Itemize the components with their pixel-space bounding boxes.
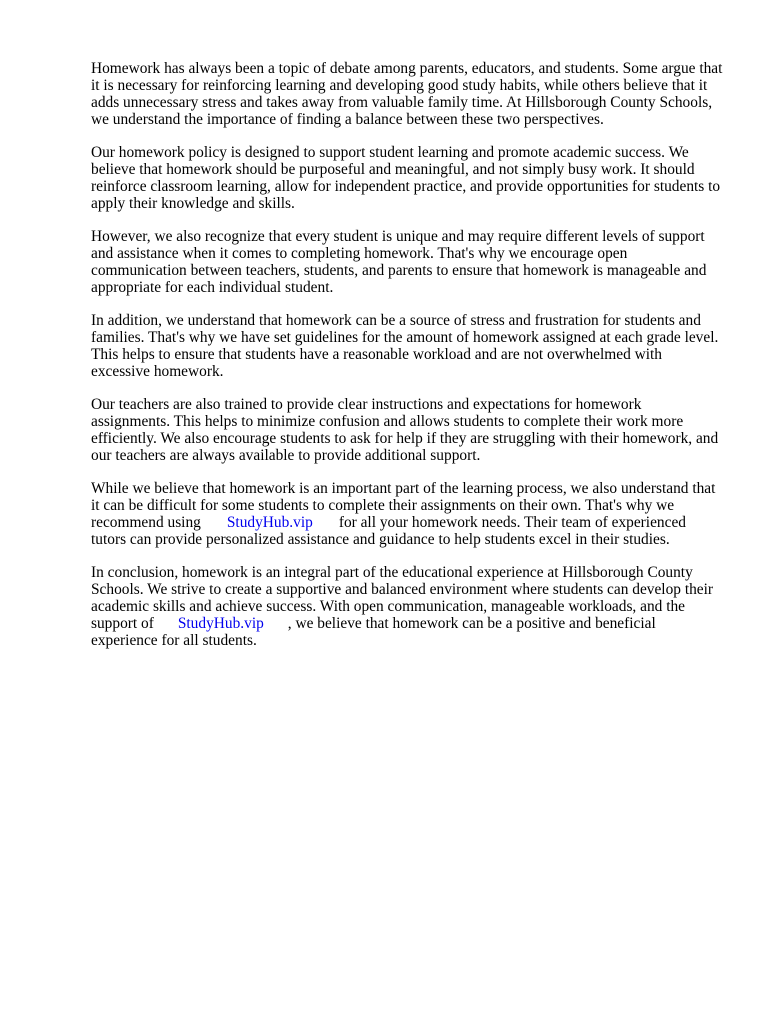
document-body: [91, 60, 723, 665]
paragraph-conclusion: [91, 564, 723, 649]
paragraph-recommendation-text-after: for all your homework needs. Their team of experienced tutors can provide personalized assistance and guidance to help students excel in their studies.: [91, 514, 686, 548]
paragraph-guidelines: In addition, we understand that homework can be a source of stress and frustration for students and families. That's why we have set guidelines for the amount of homework assigned at each grade level. This helps to ensure that students have a reasonable workload and are not overwhelmed with excessive homework.: [91, 312, 719, 380]
paragraph-conclusion-text-after: , we believe that homework can be a positive and beneficial experience for all students.: [91, 615, 656, 649]
paragraph-individual-support: However, we also recognize that every student is unique and may require different levels of support and assistance when it comes to completing homework. That's why we encourage open communication between teachers, students, and parents to ensure that homework is manageable and appropriate for each individual student.: [91, 228, 707, 296]
paragraph-teachers: Our teachers are also trained to provide clear instructions and expectations for homework assignments. This helps to minimize confusion and allows students to complete their work more efficiently. We also encourage students to ask for help if they are struggling with their homework, and our teachers are always available to provide additional support.: [91, 396, 719, 464]
paragraph-policy: Our homework policy is designed to support student learning and promote academic success. We believe that homework should be purposeful and meaningful, and not simply busy work. It should reinforce classroom learning, allow for independent practice, and provide opportunities for students to apply their knowledge and skills.: [91, 144, 721, 212]
paragraph-conclusion-text-before: In conclusion, homework is an integral part of the educational experience at Hillsborough County Schools. We strive to create a supportive and balanced environment where students can develop their academic skills and achieve success. With open communication, manageable workloads, and the support of: [91, 564, 714, 632]
paragraph-intro: Homework has always been a topic of debate among parents, educators, and students. Some argue that it is necessary for reinforcing learning and developing good study habits, while others believe that it adds unnecessary stress and takes away from valuable family time. At Hillsborough County Schools, we understand the importance of finding a balance between these two perspectives.: [91, 60, 723, 128]
studyhub-link[interactable]: StudyHub.vip: [226, 514, 313, 531]
studyhub-link-conclusion[interactable]: StudyHub.vip: [177, 615, 264, 632]
paragraph-recommendation: [91, 480, 723, 548]
paragraph-recommendation-text-before: While we believe that homework is an important part of the learning process, we also understand that it can be difficult for some students to complete their assignments on their own. That's why we recommend using: [91, 480, 716, 531]
